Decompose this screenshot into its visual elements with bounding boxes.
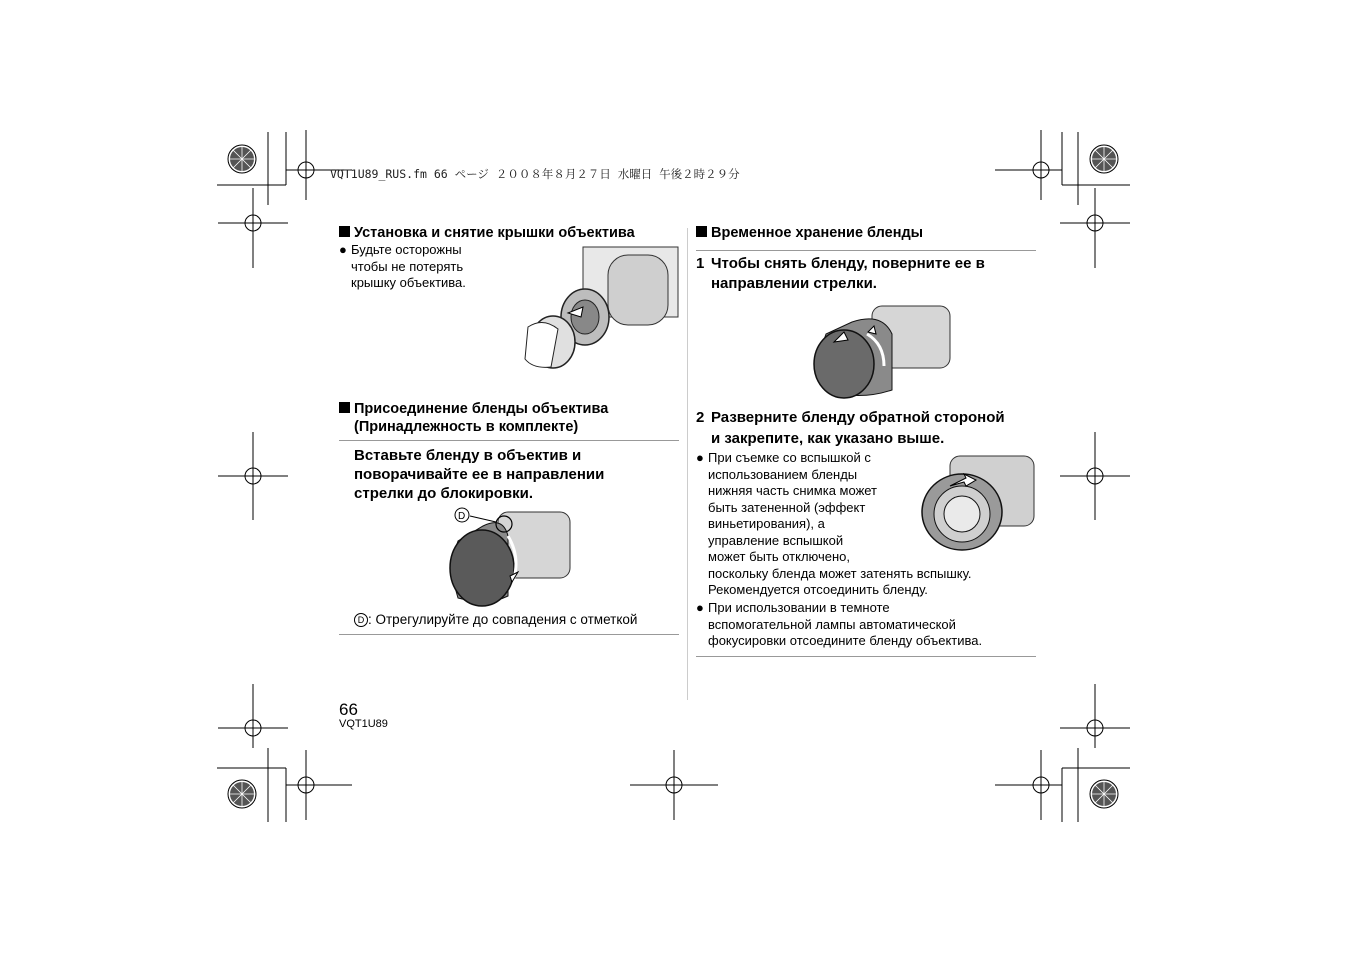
- marker-d-label: D: [458, 511, 466, 522]
- page-number: 66: [339, 700, 358, 719]
- section-rule: [339, 634, 679, 635]
- step-2-text: Разверните бленду обратной стороной и закрепите, как указано выше.: [711, 409, 1005, 447]
- section-subtitle-hood-attach: (Принадлежность в комплекте): [354, 419, 579, 435]
- bullet-lens-cap-text: Будьте осторожны чтобы не потерять крышку объектива.: [351, 242, 466, 290]
- bullet-af-lamp-text: При использовании в темноте вспомогательной лампы автоматической фокусировки отсоедините бленду объектива.: [708, 600, 983, 648]
- hood-attach-instruction: Вставьте бленду в объектив и поворачивайте ее в направлении стрелки до блокировки.: [354, 447, 605, 502]
- section-rule: [696, 656, 1036, 657]
- square-bullet-icon: [696, 226, 707, 237]
- section-rule: [339, 440, 679, 441]
- file-header: VQT1U89_RUS.fm 66 ページ ２００８年８月２７日 水曜日 午後２時２９分: [330, 167, 740, 181]
- hood-attach-illustration: [448, 506, 578, 606]
- square-bullet-icon: [339, 402, 350, 413]
- step-1-number: 1: [696, 255, 705, 272]
- bullet-flash: [696, 450, 704, 467]
- hood-caption: D : Отрегулируйте до совпадения с отметкой: [354, 612, 637, 629]
- bullet-dot-icon: ●: [696, 600, 704, 615]
- hood-remove-illustration: [812, 304, 952, 399]
- model-code: VQT1U89: [339, 718, 388, 730]
- bullet-lens-cap: [339, 242, 347, 259]
- bullet-dot-icon: ●: [696, 450, 704, 465]
- column-divider: [687, 228, 688, 700]
- bullet-flash-text: При съемке со вспышкой с использованием бленды нижняя часть снимка может быть затененной (эффект виньетирования), а управление вспышкой может быть отключено, поскольку бленда может затенять вспышку. Рекомендуется отсоединить бленду.: [708, 450, 972, 597]
- section-title-hood-attach: Присоединение бленды объектива: [339, 400, 608, 418]
- bullet-dot-icon: ●: [339, 242, 347, 257]
- section-rule: [696, 250, 1036, 251]
- lens-cap-illustration: [523, 247, 678, 372]
- step-2-number: 2: [696, 409, 705, 426]
- section-title-hood-storage: Временное хранение бленды: [696, 224, 923, 242]
- section-title-lens-cap: Установка и снятие крышки объектива: [339, 224, 635, 242]
- square-bullet-icon: [339, 226, 350, 237]
- marker-d-icon: D: [354, 613, 368, 627]
- bullet-af-lamp: [696, 600, 704, 617]
- step-1-text: Чтобы снять бленду, поверните ее в направлении стрелки.: [711, 255, 985, 292]
